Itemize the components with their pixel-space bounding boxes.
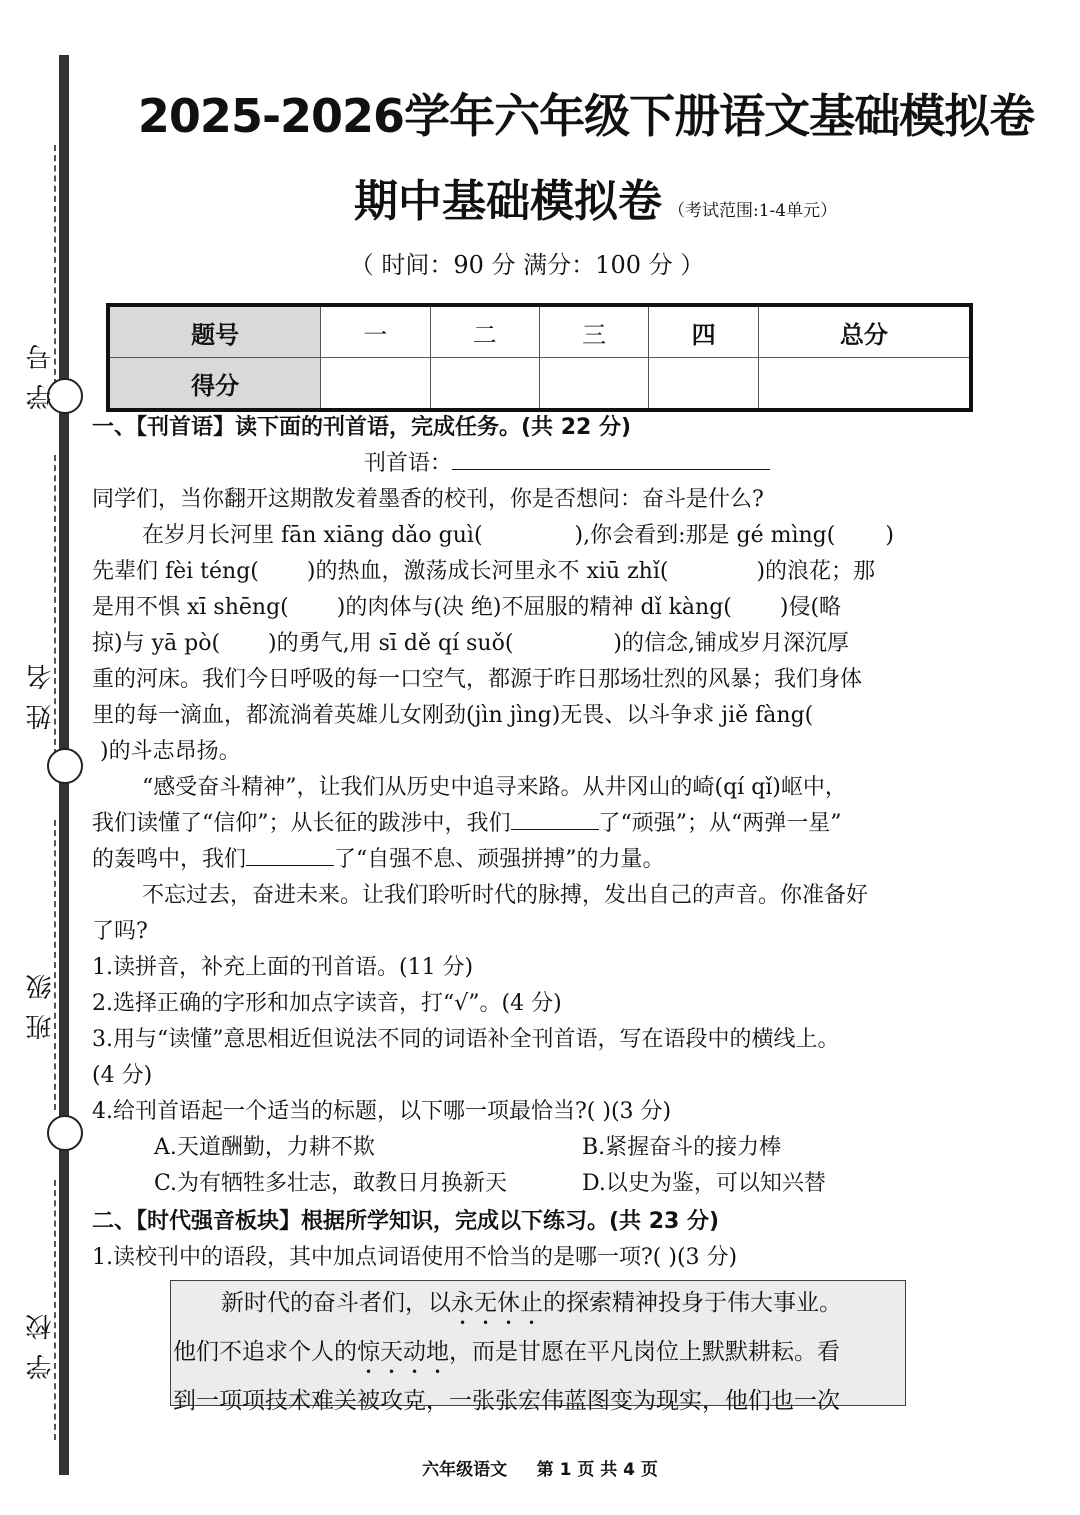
page-title: 2025-2026学年六年级下册语文基础模拟卷 — [137, 89, 1035, 143]
text-span: )侵(略 — [779, 595, 842, 620]
table-cell: 三 — [539, 305, 648, 358]
answer-blank[interactable] — [246, 843, 334, 866]
text-span: 了“顽强”；从“两弹一星” — [598, 811, 842, 836]
text-span: 了“自强不息、顽强拼搏”的力量。 — [334, 847, 665, 872]
text-span: )的勇气,用 sī dě qí suǒ( — [268, 631, 514, 656]
table-cell: 题号 — [108, 305, 321, 358]
question-2: 2.选择正确的字形和加点字读音，打“√”。(4 分) — [92, 991, 562, 1016]
question-1: 1.读拼音，补充上面的刊首语。(11 分) — [92, 955, 474, 980]
text-span: )的浪花；那 — [756, 559, 876, 584]
binding-margin — [0, 0, 92, 1515]
table-row — [108, 305, 971, 358]
option-c[interactable]: C.为有牺牲多壮志，敢教日月换新天 — [154, 1171, 508, 1196]
title-field — [364, 446, 1080, 482]
paragraph-line: )的斗志昂扬。 — [100, 739, 241, 764]
title-field-label: 刊首语： — [364, 451, 453, 476]
text-span: 的探索精神投身于伟大事业。 — [543, 1290, 842, 1316]
text-span: 掠)与 yā pò( — [92, 631, 221, 656]
table-cell: 得分 — [108, 358, 321, 411]
question-2-1: 1.读校刊中的语段，其中加点词语使用不恰当的是哪一项?( )(3 分) — [92, 1245, 738, 1270]
dotted-phrase: 永无休止 — [451, 1290, 543, 1316]
text-span: )的热血，激荡成长河里永不 xiū zhǐ( — [306, 559, 669, 584]
paragraph-line: 不忘过去，奋进未来。让我们聆听时代的脉搏，发出自己的声音。你准备好 — [142, 883, 869, 908]
text-span: 是用不惧 xī shēng( — [92, 595, 289, 620]
student-id-label: 学号 — [26, 330, 56, 410]
answer-blank[interactable] — [511, 807, 599, 830]
subtitle-text: 期中基础模拟卷 — [354, 176, 662, 227]
text-span: ，而是甘愿在平凡岗位上默默耕耘。看 — [449, 1339, 840, 1365]
text-span: ),你会看到:那是 gé mìng( — [574, 523, 836, 548]
class-label: 班级 — [26, 960, 56, 1040]
text-span: 他们不追求个人的 — [173, 1339, 357, 1365]
option-b[interactable]: B.紧握奋斗的接力棒 — [582, 1135, 782, 1160]
paragraph-line: 重的河床。我们今日呼吸的每一口空气，都源于昨日那场壮烈的风暴；我们身体 — [92, 667, 863, 692]
score-input-cell[interactable] — [649, 358, 758, 411]
text-span: ) — [885, 523, 894, 548]
page-subtitle — [354, 165, 837, 229]
text-span: 我们读懂了“信仰”；从长征的跋涉中，我们 — [92, 811, 511, 836]
paragraph-line: 了吗? — [92, 919, 148, 944]
table-cell: 四 — [649, 305, 758, 358]
school-label: 学校 — [26, 1300, 56, 1380]
paragraph-line: 里的每一滴血，都流淌着英雄儿女刚劲(jìn jìng)无畏、以斗争求 jiě fàng( — [92, 703, 814, 728]
section1-heading: 一、【刊首语】读下面的刊首语，完成任务。(共 22 分) — [92, 415, 632, 440]
score-input-cell[interactable] — [758, 358, 971, 411]
paragraph-line — [92, 842, 992, 878]
text-span: 新时代的奋斗者们，以 — [221, 1290, 451, 1316]
exam-time-score: （ 时间：90 分 满分：100 分 ） — [349, 251, 705, 279]
binding-hole — [47, 1115, 83, 1151]
section2-heading: 二、【时代强音板块】根据所学知识，完成以下练习。(共 23 分) — [92, 1209, 720, 1234]
score-input-cell[interactable] — [539, 358, 648, 411]
score-input-cell[interactable] — [430, 358, 539, 411]
binding-hole — [47, 748, 83, 784]
exam-scope: （考试范围:1-4单元） — [668, 201, 838, 221]
table-cell: 一 — [321, 305, 430, 358]
paragraph-line: 同学们，当你翻开这期散发着墨香的校刊，你是否想问：奋斗是什么? — [92, 487, 764, 512]
excerpt-line: 到一项项技术难关被攻克，一张张宏伟蓝图变为现实，他们也一次 — [173, 1388, 840, 1414]
excerpt-line — [173, 1330, 903, 1379]
question-3-points: (4 分) — [92, 1063, 153, 1088]
question-4: 4.给刊首语起一个适当的标题，以下哪一项最恰当?( )(3 分) — [92, 1099, 672, 1124]
name-label: 姓名 — [26, 650, 56, 730]
score-input-cell[interactable] — [321, 358, 430, 411]
excerpt-box — [170, 1280, 906, 1414]
score-table — [106, 303, 973, 412]
paragraph-line: “感受奋斗精神”，让我们从历史中追寻来路。从井冈山的崎(qí qǐ)岖中， — [142, 775, 847, 800]
text-span: 的轰鸣中，我们 — [92, 847, 247, 872]
page-footer: 六年级语文 第 1 页 共 4 页 — [422, 1460, 658, 1480]
text-span: )的肉体与(决 绝)不屈服的精神 dǐ kàng( — [336, 595, 732, 620]
paragraph-line — [92, 554, 992, 590]
text-span: 在岁月长河里 fān xiāng dǎo guì( — [142, 523, 483, 548]
table-row — [108, 358, 971, 411]
paragraph-line — [92, 626, 992, 662]
paragraph-line — [92, 806, 992, 842]
option-d[interactable]: D.以史为鉴，可以知兴替 — [582, 1171, 826, 1196]
title-blank[interactable] — [452, 447, 770, 470]
paragraph-line — [92, 590, 992, 626]
text-span: )的信念,铺成岁月深沉厚 — [613, 631, 849, 656]
paragraph-line — [142, 518, 1042, 554]
table-cell: 总分 — [758, 305, 971, 358]
table-cell: 二 — [430, 305, 539, 358]
text-span: 先辈们 fèi téng( — [92, 559, 259, 584]
option-a[interactable]: A.天道酬勤，力耕不欺 — [154, 1135, 375, 1160]
dotted-phrase: 惊天动地 — [357, 1339, 449, 1365]
excerpt-line — [173, 1281, 903, 1330]
question-3: 3.用与“读懂”意思相近但说法不同的词语补全刊首语，写在语段中的横线上。 — [92, 1027, 840, 1052]
